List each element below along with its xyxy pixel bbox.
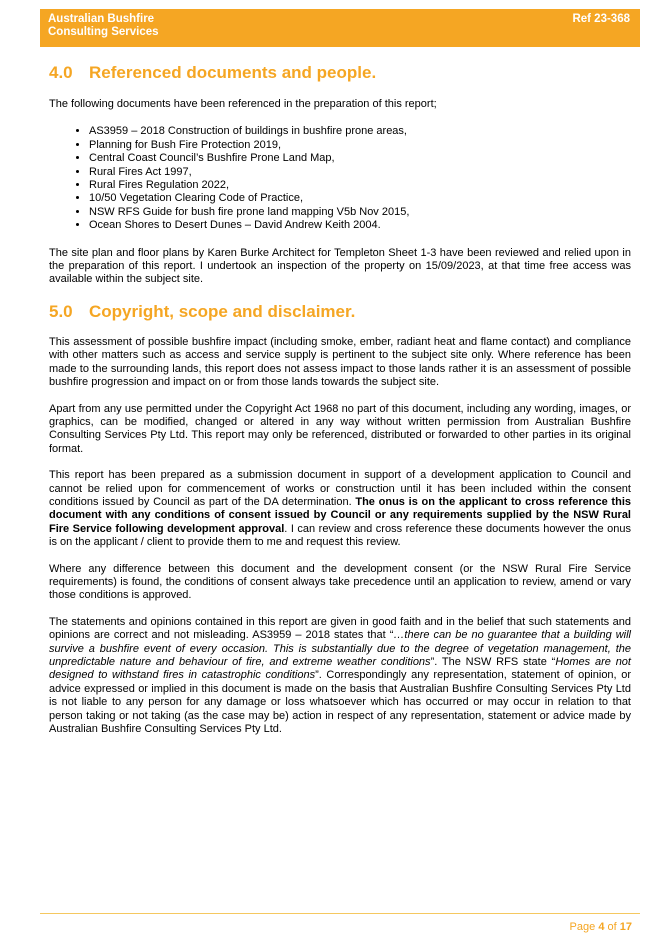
company-name-line2: Consulting Services xyxy=(48,26,159,38)
list-item: • AS3959 – 2018 Construction of buildings in bushfire prone areas, xyxy=(89,125,631,138)
disclaimer-text-b: ”. The NSW RFS state “ xyxy=(430,656,556,668)
list-item: • Rural Fires Act 1997, xyxy=(89,166,631,179)
section-4-intro: The following documents have been referenced in the preparation of this report; xyxy=(49,98,437,110)
as3959-quote: …there can be no guarantee that a building will survive a bushfire event of every occasion. This is substantially due to the degree of vegetation management, the unpredictable nature and behaviour of fire, and extreme weather conditions xyxy=(49,629,631,668)
document-body xyxy=(49,62,631,736)
section-4-title: Referenced documents and people. xyxy=(89,63,377,82)
list-item: • Rural Fires Regulation 2022, xyxy=(89,179,631,192)
disclaimer-text-c: ”. Correspondingly any representation, statement of opinion, or advice expressed or implied in this document is made on the basis that Australian Bushfire Consulting Services Pty Ltd is not liable to any person for any damage or loss whatsoever which has occurred or may occur in relation to that person taking or not taking (as the case may be) action in respect of any representation, statement or advice made by Australian Bushfire Consulting Services Pty Ltd. xyxy=(49,669,631,736)
section-5-number: 5.0 xyxy=(49,301,73,321)
section-5-title: Copyright, scope and disclaimer. xyxy=(89,301,356,321)
list-item: • Central Coast Council’s Bushfire Prone Land Map, xyxy=(89,152,631,165)
current-page: 4 xyxy=(598,921,605,933)
submission-text-b: . I can review and cross reference these documents however the onus is on the applicant / client to provide them to me and request this review. xyxy=(49,522,631,549)
footer-divider xyxy=(40,913,640,914)
total-pages: 17 xyxy=(619,921,632,933)
report-reference: Ref 23-368 xyxy=(572,13,630,25)
page-number xyxy=(570,921,632,933)
section-4-number: 4.0 xyxy=(49,63,73,82)
section-5-heading xyxy=(49,301,631,323)
section-4-closing-paragraph: The site plan and floor plans by Karen Burke Architect for Templeton Sheet 1-3 have been reviewed and relied upon in the preparation of this report. I undertook an inspection of the property on 15/09/2023, at that time free access was available within the subject site. xyxy=(49,246,631,286)
copyright-paragraph: Apart from any use permitted under the Copyright Act 1968 no part of this document, including any wording, images, or graphics, can be modified, changed or altered in any way without written permission from Australian Bushfire Consulting Services Pty Ltd. This report may only be referenced, distributed or forwarded to other parties in its original format. xyxy=(49,402,631,455)
rfs-quote: Homes are not designed to withstand fires in catastrophic conditions xyxy=(49,656,631,682)
list-item: • NSW RFS Guide for bush fire prone land mapping V5b Nov 2015, xyxy=(89,206,631,219)
of-label: of xyxy=(607,921,617,933)
onus-statement: The onus is on the applicant to cross reference this document with any conditions of consent issued by Council or any requirements supplied by the NSW Rural Fire Service following development approval xyxy=(49,495,631,535)
scope-paragraph: This assessment of possible bushfire impact (including smoke, ember, radiant heat and flame contact) and compliance with other matters such as access and service supply is pertinent to the subject site only. Where reference has been made to the surrounding lands, this report does not assess impact to those lands rather it is an assessment of possible bushfire progression and impact on or from those lands towards the subject site. xyxy=(49,335,631,389)
section-4-heading xyxy=(49,62,631,84)
disclaimer-paragraph xyxy=(49,616,631,737)
page-label: Page xyxy=(569,921,596,933)
submission-paragraph xyxy=(49,469,631,549)
precedence-paragraph: Where any difference between this document and the development consent (or the NSW Rural Fire Service requirements) is found, the conditions of consent always take precedence until an application to review, amend or vary those conditions is approved. xyxy=(49,562,631,602)
disclaimer-text-a: The statements and opinions contained in this report are given in good faith and in the belief that such statements and opinions are correct and not misleading. AS3959 – 2018 states that “ xyxy=(49,615,631,642)
list-item: • Ocean Shores to Desert Dunes – David Andrew Keith 2004. xyxy=(89,219,631,232)
company-name-line1: Australian Bushfire xyxy=(48,13,155,25)
list-item: • Planning for Bush Fire Protection 2019, xyxy=(89,139,631,152)
referenced-documents-list xyxy=(49,125,631,232)
company-name xyxy=(48,13,159,39)
submission-text-a: This report has been prepared as a submission document in support of a development application to Council and cannot be relied upon for commencement of works or construction until it has been included within the consent conditions issued by Council as part of the DA determination. xyxy=(49,469,631,508)
list-item: • 10/50 Vegetation Clearing Code of Practice, xyxy=(89,192,631,205)
page-header xyxy=(40,9,640,47)
